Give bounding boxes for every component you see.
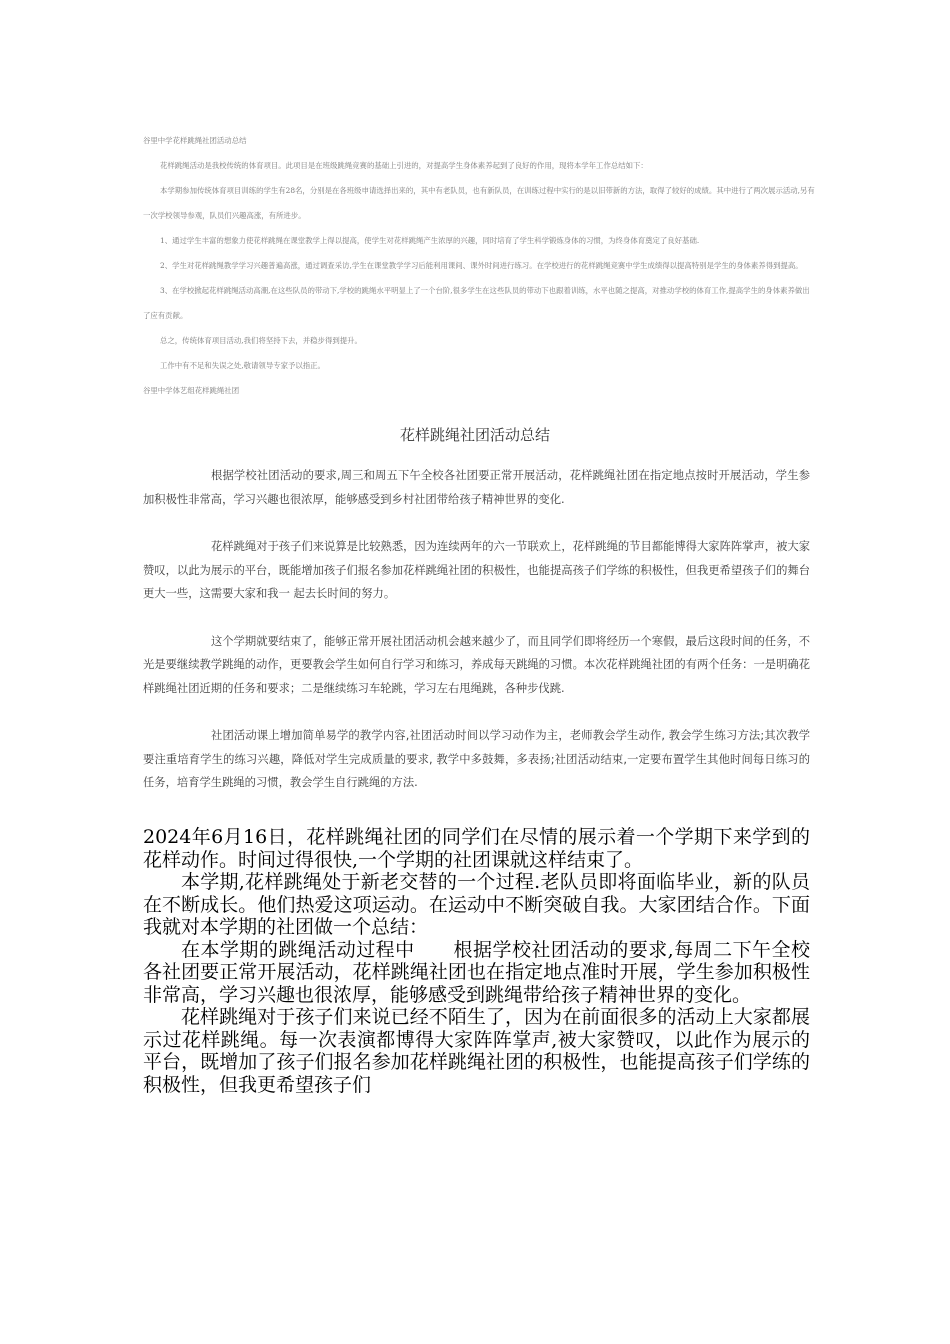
section2-title: 花样跳绳社团活动总结	[399, 426, 550, 444]
section1-paragraph: 总之，传统体育项目活动,我们将坚持下去，并稳步得到提升。	[160, 336, 362, 345]
section3-paragraph: 在本学期的跳绳活动过程中 根据学校社团活动的要求,每周二下午全校各社团要正常开展活动，花样跳绳社团也在指定地点准时开展，学生参加积极性非常高，学习兴趣也很浓厚，能够感受到跳绳带给孩子精神世界的变化。	[143, 938, 810, 1006]
section1-paragraph: 工作中有不足和失误之处,敬请领导专家予以指正。	[160, 361, 325, 370]
semester-summary-section	[143, 826, 810, 1096]
section1-paragraph: 3、在学校掀起花样跳绳活动高潮,在这些队员的带动下,学校的跳绳水平明显上了一个台阶,很多学生在这些队员的带动下也跟着训练，水平也随之提高，对推动学校的体育工作,提高学生的身体素养做出了应有贡献。	[143, 286, 810, 320]
section1-paragraph: 花样跳绳活动是我校传统的体育项目。此项目是在班级跳绳竞赛的基础上引进的，对提高学生身体素养起到了良好的作用，现将本学年工作总结如下：	[160, 161, 648, 170]
club-summary-section	[143, 464, 810, 819]
section2-paragraph: 花样跳绳对于孩子们来说算是比较熟悉，因为连续两年的六一节联欢上，花样跳绳的节目都能博得大家阵阵掌声，被大家赞叹，以此为展示的平台，既能增加孩子们报名参加花样跳绳社团的积极性，也能提高孩子们学练的积极性，但我更希望孩子们的舞台更大一些，这需要大家和我一 起去长时间的努力。	[143, 540, 810, 600]
section1-paragraph: 1、通过学生丰富的想象力使花样跳绳在课堂教学上得以提高，使学生对花样跳绳产生浓厚的兴趣，同时培育了学生科学锻炼身体的习惯，为终身体育奠定了良好基础.	[160, 236, 700, 245]
section3-paragraph: 2024年6月16日，花样跳绳社团的同学们在尽情的展示着一个学期下来学到的花样动作。时间过得很快,一个学期的社团课就这样结束了。	[143, 826, 810, 871]
section1-paragraph: 2、学生对花样跳绳教学学习兴趣普遍高涨，通过调查采访,学生在课堂教学学习后能利用课间、课外时间进行练习。在学校进行的花样跳绳竞赛中学生成绩得以提高特别是学生的身体素养得到提高。	[160, 261, 803, 270]
section3-paragraph: 本学期,花样跳绳处于新老交替的一个过程.老队员即将面临毕业，新的队员在不断成长。他们热爱这项运动。在运动中不断突破自我。大家团结合作。下面我就对本学期的社团做一个总结：	[143, 871, 810, 938]
section2-paragraph: 社团活动课上增加简单易学的教学内容,社团活动时间以学习动作为主，老师教会学生动作, 教会学生练习方法;其次教学要注重培育学生的练习兴趣，降低对学生完成质量的要求, 教学中多鼓舞，多表扬;社团活动结束,一定要布置学生其他时间每日练习的任务，培育学生跳绳的习惯，教会学生自行跳绳的方法.	[143, 729, 810, 789]
section2-paragraph: 根据学校社团活动的要求,周三和周五下午全校各社团要正常开展活动，花样跳绳社团在指定地点按时开展活动，学生参加积极性非常高，学习兴趣也很浓厚，能够感受到乡村社团带给孩子精神世界的变化.	[143, 469, 810, 506]
school-summary-section	[143, 128, 815, 403]
section1-signature: 谷里中学体艺组花样跳绳社团	[143, 386, 240, 395]
section3-paragraph: 花样跳绳对于孩子们来说已经不陌生了，因为在前面很多的活动上大家都展示过花样跳绳。每一次表演都博得大家阵阵掌声,被大家赞叹，以此作为展示的平台，既增加了孩子们报名参加花样跳绳社团的积极性，也能提高孩子们学练的积极性，但我更希望孩子们	[143, 1006, 810, 1096]
section1-heading: 谷里中学花样跳绳社团活动总结	[143, 136, 247, 145]
section1-paragraph: 本学期参加传统体育项目训练的学生有28名，分别是在各班级申请选择出来的，其中有老队员，也有新队员，在训练过程中实行的是以旧带新的方法，取得了较好的成绩。其中进行了两次展示活动,另有一次学校领导参观，队员们兴趣高涨，有所进步。	[143, 186, 815, 220]
section2-paragraph: 这个学期就要结束了，能够正常开展社团活动机会越来越少了，而且同学们即将经历一个寒假，最后这段时间的任务，不光是要继续教学跳绳的动作，更要教会学生如何自行学习和练习，养成每天跳绳的习惯。本次花样跳绳社团的有两个任务：一是明确花样跳绳社团近期的任务和要求；二是继续练习车轮跳，学习左右甩绳跳，各种步伐跳.	[143, 634, 810, 695]
